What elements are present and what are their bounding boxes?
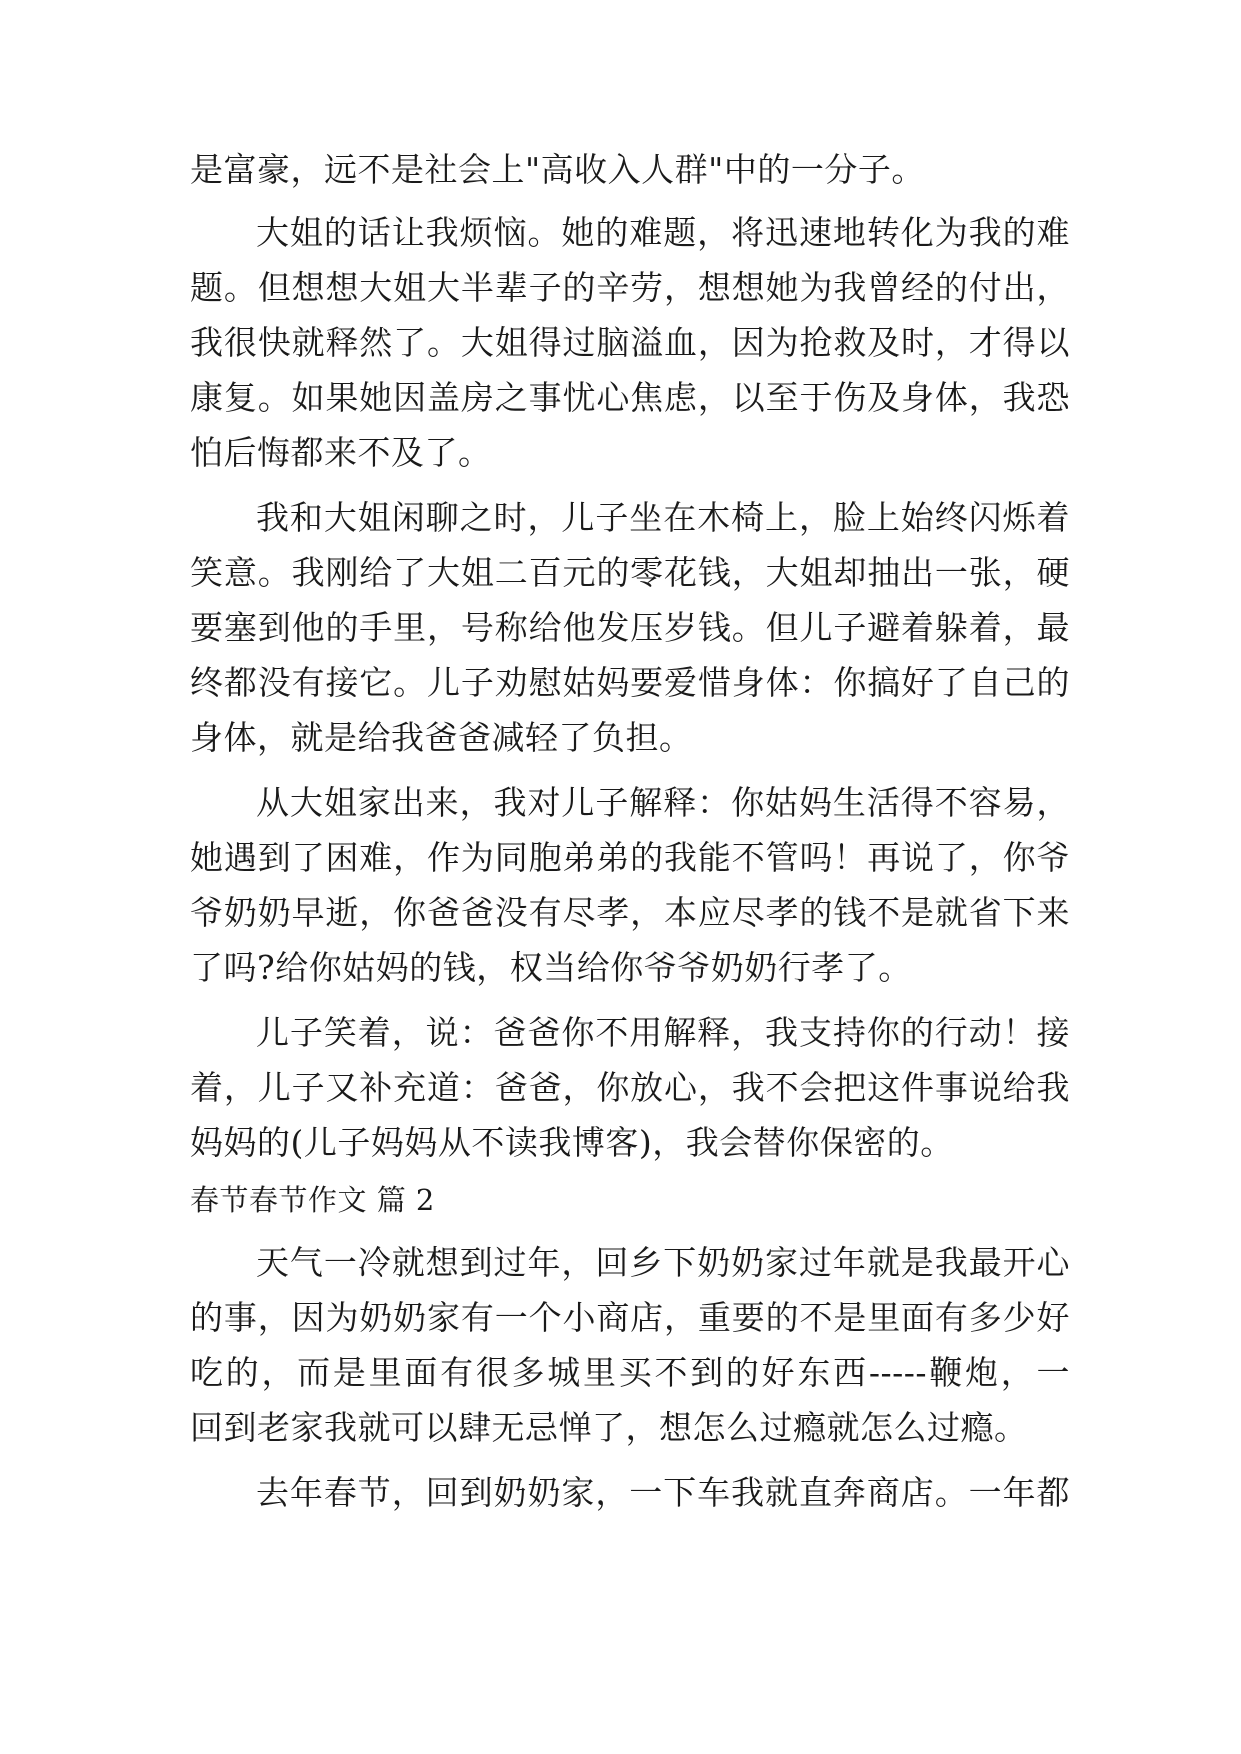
paragraph-first-line: 我和大姐闲聊之时，儿子坐在木椅上，脸上始终闪烁着 bbox=[256, 498, 1070, 537]
paragraph-first-line: 从大姐家出来，我对儿子解释：你姑妈生活得不容易， bbox=[256, 783, 1070, 822]
text-line: 终都没有接它。儿子劝慰姑妈要爱惜身体：你搞好了自己的 bbox=[190, 663, 1070, 702]
text-line: 的事，因为奶奶家有一个小商店，重要的不是里面有多少好 bbox=[190, 1298, 1070, 1337]
text-line: 康复。如果她因盖房之事忧心焦虑，以至于伤及身体，我恐 bbox=[190, 378, 1070, 417]
text-line: 身体，就是给我爸爸减轻了负担。 bbox=[190, 718, 693, 757]
paragraph-first-line: 大姐的话让我烦恼。她的难题，将迅速地转化为我的难 bbox=[256, 213, 1070, 252]
text-line: 要塞到他的手里，号称给他发压岁钱。但儿子避着躲着，最 bbox=[190, 608, 1070, 647]
text-line: 了吗?给你姑妈的钱，权当给你爷爷奶奶行孝了。 bbox=[190, 948, 912, 987]
paragraph-first-line: 儿子笑着，说：爸爸你不用解释，我支持你的行动！接 bbox=[256, 1013, 1070, 1052]
text-line: 着，儿子又补充道：爸爸，你放心，我不会把这件事说给我 bbox=[190, 1068, 1070, 1107]
paragraph-first-line: 去年春节，回到奶奶家，一下车我就直奔商店。一年都 bbox=[256, 1473, 1070, 1512]
text-line: 回到老家我就可以肆无忌惮了，想怎么过瘾就怎么过瘾。 bbox=[190, 1408, 1028, 1447]
text-line: 是富豪，远不是社会上"高收入人群"中的一分子。 bbox=[190, 150, 925, 189]
text-line: 题。但想想大姐大半辈子的辛劳，想想她为我曾经的付出， bbox=[190, 268, 1070, 307]
paragraph-first-line: 天气一冷就想到过年，回乡下奶奶家过年就是我最开心 bbox=[256, 1243, 1070, 1282]
text-line: 吃的，而是里面有很多城里买不到的好东西-----鞭炮，一 bbox=[190, 1353, 1070, 1392]
text-line: 笑意。我刚给了大姐二百元的零花钱，大姐却抽出一张，硬 bbox=[190, 553, 1070, 592]
text-line: 妈妈的(儿子妈妈从不读我博客)，我会替你保密的。 bbox=[190, 1123, 954, 1162]
text-line: 怕后悔都来不及了。 bbox=[190, 433, 492, 472]
text-line: 我很快就释然了。大姐得过脑溢血，因为抢救及时，才得以 bbox=[190, 323, 1070, 362]
section-heading: 春节春节作文 篇 2 bbox=[190, 1183, 435, 1217]
text-line: 爷奶奶早逝，你爸爸没有尽孝，本应尽孝的钱不是就省下来 bbox=[190, 893, 1070, 932]
text-line: 她遇到了困难，作为同胞弟弟的我能不管吗！再说了，你爷 bbox=[190, 838, 1070, 877]
